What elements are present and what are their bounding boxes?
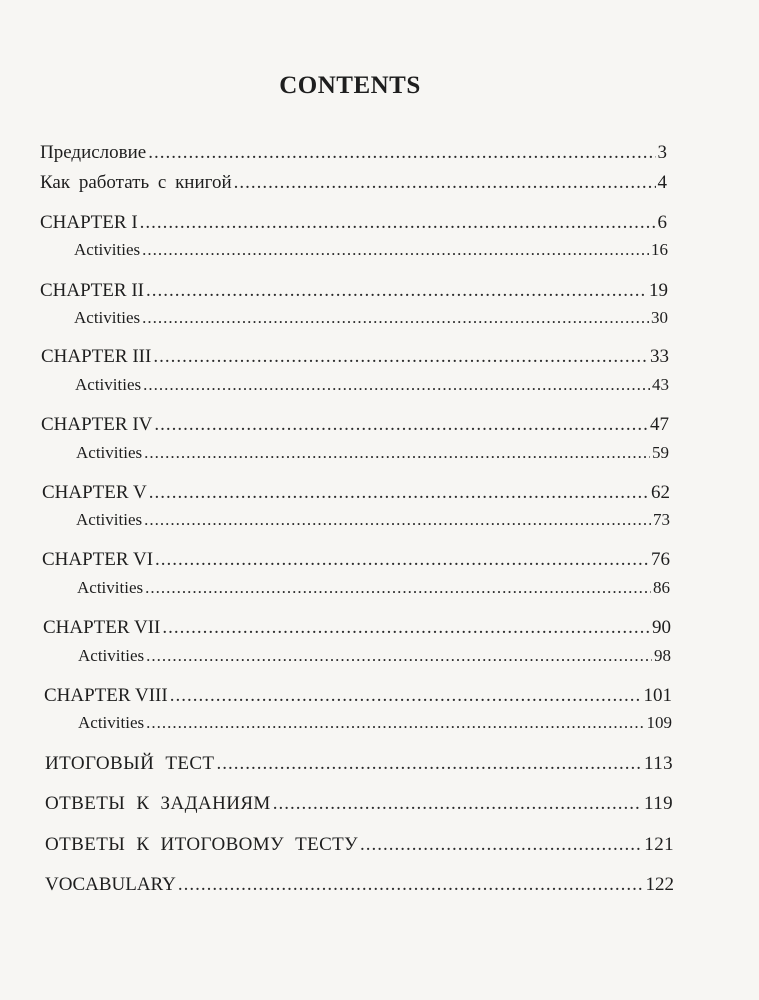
dot-leader xyxy=(144,443,650,463)
dot-leader xyxy=(273,793,642,815)
toc-entry-chapter-2 xyxy=(40,280,668,302)
toc-entry-vocabulary xyxy=(45,874,674,896)
toc-entry-page: 98 xyxy=(654,646,671,665)
toc-entry-answers xyxy=(45,793,673,815)
toc-entry-page: 6 xyxy=(657,212,667,233)
toc-entry-page: 119 xyxy=(644,793,673,814)
page-title: CONTENTS xyxy=(279,72,421,99)
dot-leader xyxy=(155,549,649,571)
dot-leader xyxy=(170,685,642,707)
toc-entry-final-test-answers xyxy=(45,834,674,856)
toc-entry-chapter-3 xyxy=(41,346,669,368)
toc-entry-chapter-1 xyxy=(40,212,667,234)
toc-entry-label: CHAPTER VII xyxy=(43,617,161,638)
dot-leader xyxy=(142,308,649,328)
toc-entry-final-test xyxy=(45,753,673,775)
toc-entry-page: 16 xyxy=(651,240,668,259)
toc-entry-page: 73 xyxy=(653,510,670,529)
dot-leader xyxy=(153,346,648,368)
toc-entry-activities-5 xyxy=(76,510,670,530)
toc-entry-label: CHAPTER III xyxy=(41,346,152,367)
toc-entry-label: Activities xyxy=(78,646,145,665)
dot-leader xyxy=(360,834,642,856)
toc-entry-label: Activities xyxy=(74,240,141,259)
toc-entry-label: VOCABULARY xyxy=(45,874,176,895)
toc-entry-page: 33 xyxy=(650,346,669,367)
toc-entry-label: CHAPTER IV xyxy=(41,414,153,435)
toc-entry-chapter-7 xyxy=(43,617,671,639)
toc-entry-page: 86 xyxy=(653,578,670,597)
dot-leader xyxy=(142,240,649,260)
toc-entry-activities-2 xyxy=(74,308,668,328)
toc-entry-label: Activities xyxy=(77,578,144,597)
dot-leader xyxy=(148,142,655,164)
toc-entry-label: CHAPTER II xyxy=(40,280,144,301)
toc-entry-label: Предисловие xyxy=(40,142,147,163)
toc-entry-preface xyxy=(40,142,667,164)
toc-entry-chapter-8 xyxy=(44,685,672,707)
dot-leader xyxy=(145,578,651,598)
toc-entry-label: CHAPTER I xyxy=(40,212,138,233)
dot-leader xyxy=(146,713,644,733)
toc-entry-label: CHAPTER VIII xyxy=(44,685,168,706)
toc-entry-label: ОТВЕТЫ К ЗАДАНИЯМ xyxy=(45,793,271,814)
toc-entry-page: 47 xyxy=(650,414,669,435)
toc-entry-label: Как работать с книгой xyxy=(40,172,232,193)
toc-entry-label: Activities xyxy=(75,375,142,394)
dot-leader xyxy=(154,414,648,436)
toc-entry-page: 90 xyxy=(652,617,671,638)
toc-entry-page: 121 xyxy=(644,834,674,855)
toc-entry-how-to-use xyxy=(40,172,667,194)
toc-entry-activities-6 xyxy=(77,578,670,598)
dot-leader xyxy=(144,510,651,530)
dot-leader xyxy=(143,375,650,395)
toc-entry-chapter-4 xyxy=(41,414,669,436)
toc-entry-activities-8 xyxy=(78,713,672,733)
toc-entry-page: 101 xyxy=(643,685,672,706)
toc-entry-label: CHAPTER V xyxy=(42,482,147,503)
toc-entry-label: Activities xyxy=(76,443,143,462)
toc-entry-label: Activities xyxy=(74,308,141,327)
toc-entry-chapter-5 xyxy=(42,482,670,504)
toc-entry-activities-4 xyxy=(76,443,669,463)
toc-entry-activities-7 xyxy=(78,646,671,666)
toc-entry-label: ОТВЕТЫ К ИТОГОВОМУ ТЕСТУ xyxy=(45,834,359,855)
toc-entry-activities-3 xyxy=(75,375,669,395)
toc-entry-page: 4 xyxy=(657,172,667,193)
toc-entry-chapter-6 xyxy=(42,549,670,571)
dot-leader xyxy=(234,172,656,194)
toc-entry-page: 122 xyxy=(645,874,674,895)
toc-entry-page: 59 xyxy=(652,443,669,462)
dot-leader xyxy=(149,482,649,504)
toc-entry-label: Activities xyxy=(78,713,145,732)
toc-entry-activities-1 xyxy=(74,240,668,260)
toc-entry-label: ИТОГОВЫЙ ТЕСТ xyxy=(45,753,215,774)
toc-entry-label: Activities xyxy=(76,510,143,529)
toc-entry-page: 76 xyxy=(651,549,670,570)
dot-leader xyxy=(162,617,650,639)
toc-entry-label: CHAPTER VI xyxy=(42,549,154,570)
dot-leader xyxy=(146,280,647,302)
toc-entry-page: 109 xyxy=(646,713,672,732)
toc-entry-page: 113 xyxy=(644,753,673,774)
toc-entry-page: 62 xyxy=(651,482,670,503)
toc-entry-page: 30 xyxy=(651,308,668,327)
toc-entry-page: 3 xyxy=(657,142,667,163)
toc-entry-page: 19 xyxy=(649,280,668,301)
dot-leader xyxy=(178,874,644,896)
dot-leader xyxy=(216,753,642,775)
dot-leader xyxy=(140,212,656,234)
toc-entry-page: 43 xyxy=(652,375,669,394)
dot-leader xyxy=(146,646,652,666)
